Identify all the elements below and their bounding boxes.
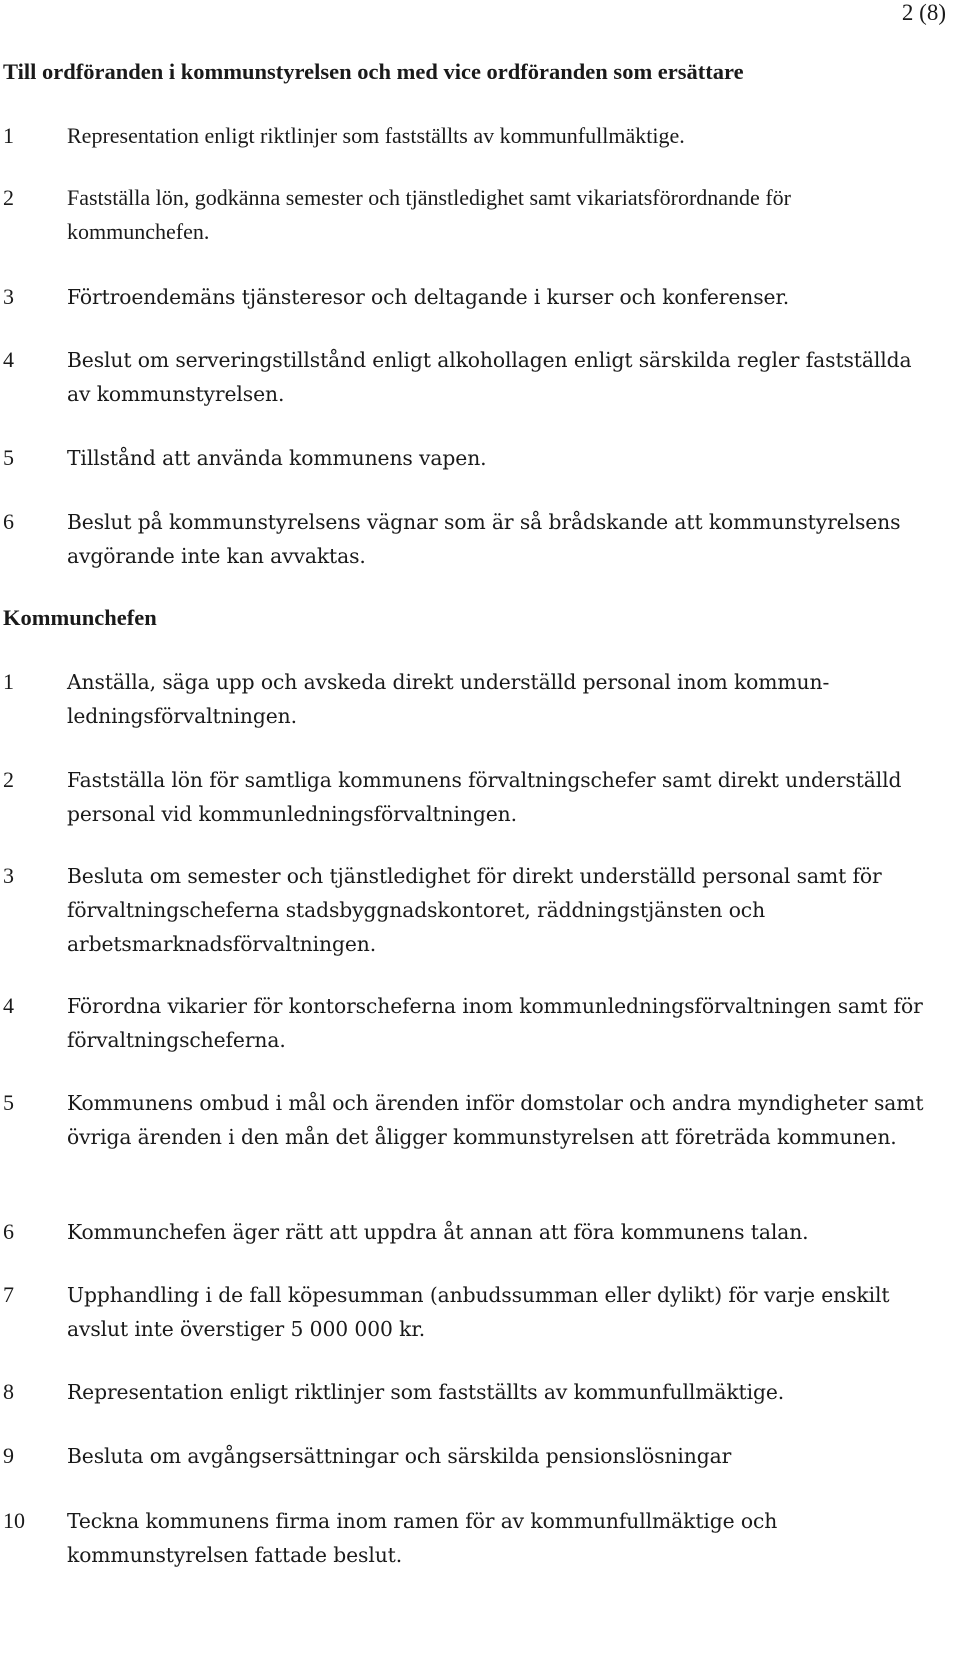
item-text: Förordna vikarier för kontorscheferna inom kommunledningsförvaltningen samt för förvaltningscheferna.: [67, 994, 923, 1052]
item-number: 2: [3, 185, 14, 210]
item-number: 8: [3, 1379, 14, 1404]
section-heading-kommunchefen: Kommunchefen: [3, 605, 157, 630]
item-text: Beslut på kommunstyrelsens vägnar som är så brådskande att kommunstyrelsens avgörande inte kan avvaktas.: [67, 510, 901, 568]
item-text: Fastställa lön för samtliga kommunens förvaltningschefer samt direkt underställd personal vid kommunledningsförvaltningen.: [67, 768, 902, 826]
item-number: 6: [3, 1219, 14, 1244]
item-text: Förtroendemäns tjänsteresor och deltagande i kurser och konferenser.: [67, 285, 790, 309]
item-text: Teckna kommunens firma inom ramen för av kommunfullmäktige och kommunstyrelsen fattade beslut.: [67, 1509, 778, 1567]
item-number: 5: [3, 445, 14, 470]
item-number: 1: [3, 123, 14, 148]
item-text: Representation enligt riktlinjer som fastställts av kommunfullmäktige.: [67, 1380, 785, 1404]
item-number: 7: [3, 1282, 14, 1307]
item-number: 10: [3, 1508, 25, 1533]
item-number: 5: [3, 1090, 14, 1115]
item-text: Upphandling i de fall köpesumman (anbudssumman eller dylikt) för varje enskilt avslut inte överstiger 5 000 000 kr.: [67, 1283, 890, 1341]
item-text: Fastställa lön, godkänna semester och tjänstledighet samt vikariatsförordnande för kommunchefen.: [67, 185, 791, 244]
page-number: 2 (8): [901, 0, 946, 25]
section-heading-ordforande: Till ordföranden i kommunstyrelsen och med vice ordföranden som ersättare: [3, 59, 744, 84]
item-number: 4: [3, 347, 14, 372]
item-text: Besluta om semester och tjänstledighet för direkt underställd personal samt för förvaltningscheferna stadsbyggnadskontoret, räddningstjänsten och arbetsmarknadsförvaltningen.: [67, 864, 882, 956]
item-text: Tillstånd att använda kommunens vapen.: [67, 446, 487, 470]
item-text: Representation enligt riktlinjer som fastställts av kommunfullmäktige.: [67, 123, 685, 148]
item-text: Kommunchefen äger rätt att uppdra åt annan att föra kommunens talan.: [67, 1220, 809, 1244]
item-text: Besluta om avgångsersättningar och särskilda pensionslösningar: [67, 1444, 732, 1468]
item-number: 3: [3, 284, 14, 309]
item-number: 3: [3, 863, 14, 888]
item-text: Kommunens ombud i mål och ärenden inför domstolar och andra myndigheter samt övriga ärenden i den mån det åligger kommunstyrelsen att företräda kommunen.: [67, 1091, 924, 1149]
item-number: 2: [3, 767, 14, 792]
item-text: Beslut om serveringstillstånd enligt alkohollagen enligt särskilda regler fastställda av kommunstyrelsen.: [67, 348, 912, 406]
item-number: 9: [3, 1443, 14, 1468]
item-number: 6: [3, 509, 14, 534]
item-number: 4: [3, 993, 14, 1018]
item-number: 1: [3, 669, 14, 694]
item-text: Anställa, säga upp och avskeda direkt underställd personal inom kommun-ledningsförvaltningen.: [67, 670, 830, 728]
